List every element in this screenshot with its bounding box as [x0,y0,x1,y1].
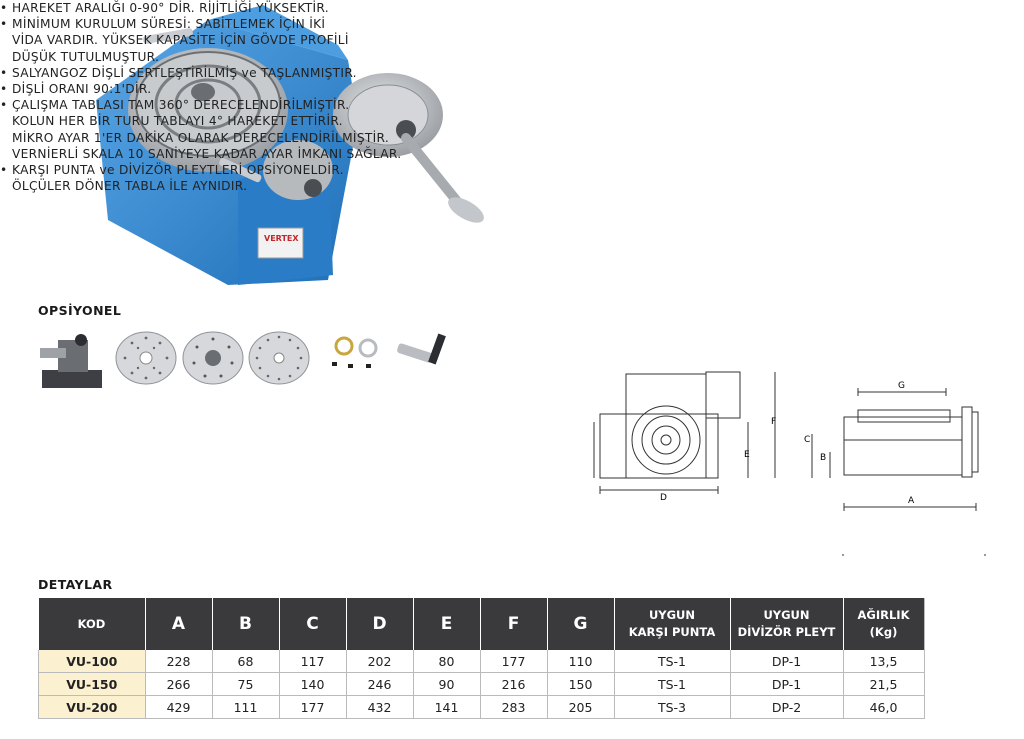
table-cell: 21,5 [843,673,924,696]
table-cell: DP-1 [730,673,843,696]
table-cell: 177 [279,696,346,719]
column-header: F [480,598,547,650]
table-cell: TS-1 [614,650,730,673]
dim-g-label: G [898,381,905,391]
column-header: B [212,598,279,650]
feature-item: • SALYANGOZ DİŞLİ SERTLEŞTİRİLMİŞ ve TAŞLANMIŞTIR. [0,65,440,81]
column-header: C [279,598,346,650]
table-cell: 432 [346,696,413,719]
table-cell: 13,5 [843,650,924,673]
column-header: KOD [39,598,146,650]
table-cell: TS-3 [614,696,730,719]
column-header: D [346,598,413,650]
dim-f-label: F [771,417,777,427]
table-cell: 80 [413,650,480,673]
table-cell: 429 [145,696,212,719]
table-cell: 228 [145,650,212,673]
model-code-cell: VU-150 [39,673,146,696]
table-cell: 205 [547,696,614,719]
feature-item: • MİNİMUM KURULUM SÜRESİ: SABİTLEMEK İÇİN İKİ VİDA VARDIR. YÜKSEK KAPASİTE İÇİN GÖVDE PROFİLİ DÜŞÜK TUTULMUŞTUR. [0,16,440,65]
feature-item: • ÇALIŞMA TABLASI TAM 360° DERECELENDİRİLMİŞTİR. KOLUN HER BİR TURU TABLAYI 4° HAREKET ETTİRİR. MİKRO AYAR 1'ER DAKİKA OLARAK DERECELENDİRİLMİŞTİR. VERNİERLİ SKALA 10 SANİYEYE KADAR AYAR İMKANI SAĞLAR. [0,97,440,162]
column-header: UYGUN KARŞI PUNTA [614,598,730,650]
details-heading: DETAYLAR [38,577,113,592]
table-cell: 141 [413,696,480,719]
dim-d-label: D [660,493,667,503]
sector-arm-image [393,330,453,376]
table-cell: 266 [145,673,212,696]
table-cell: 68 [212,650,279,673]
feature-item: • KARŞI PUNTA ve DİVİZÖR PLEYTLERİ OPSİYONELDİR. ÖLÇÜLER DÖNER TABLA İLE AYNIDIR. [0,162,440,194]
model-code-cell: VU-100 [39,650,146,673]
table-cell: 117 [279,650,346,673]
brand-plate-text: VERTEX [264,234,299,243]
table-cell: 46,0 [843,696,924,719]
fixing-parts-image [326,332,386,374]
column-header: E [413,598,480,650]
dim-a-label: A [908,496,915,506]
index-plate-image-2 [181,330,245,386]
feature-item: • DİŞLİ ORANI 90:1'DİR. [0,81,440,97]
table-cell: 150 [547,673,614,696]
column-header: G [547,598,614,650]
feature-list [0,0,440,194]
dim-c-label: C [804,435,811,445]
table-cell: 90 [413,673,480,696]
table-cell: TS-1 [614,673,730,696]
table-cell: 140 [279,673,346,696]
technical-drawing [590,362,1000,562]
table-cell: 177 [480,650,547,673]
table-cell: 111 [212,696,279,719]
table-cell: DP-2 [730,696,843,719]
table-row [39,696,925,719]
optional-heading: OPSİYONEL [38,303,122,318]
table-cell: 202 [346,650,413,673]
feature-item: • HAREKET ARALIĞI 0-90° DİR. RİJİTLİĞİ YÜKSEKTİR. [0,0,440,16]
index-plate-image-1 [114,330,178,386]
column-header: A [145,598,212,650]
table-row [39,673,925,696]
table-cell: 283 [480,696,547,719]
column-header: AĞIRLIK (Kg) [843,598,924,650]
table-cell: 246 [346,673,413,696]
table-cell: 75 [212,673,279,696]
index-plate-image-3 [247,330,311,386]
model-code-cell: VU-200 [39,696,146,719]
table-row [39,650,925,673]
dim-b-label: B [820,453,827,463]
column-header: UYGUN DİVİZÖR PLEYT [730,598,843,650]
table-cell: DP-1 [730,650,843,673]
table-cell: 110 [547,650,614,673]
table-header-row [39,598,925,650]
details-table [38,598,925,719]
table-cell: 216 [480,673,547,696]
dim-e-label: E [744,450,750,460]
tailstock-image [36,326,106,394]
